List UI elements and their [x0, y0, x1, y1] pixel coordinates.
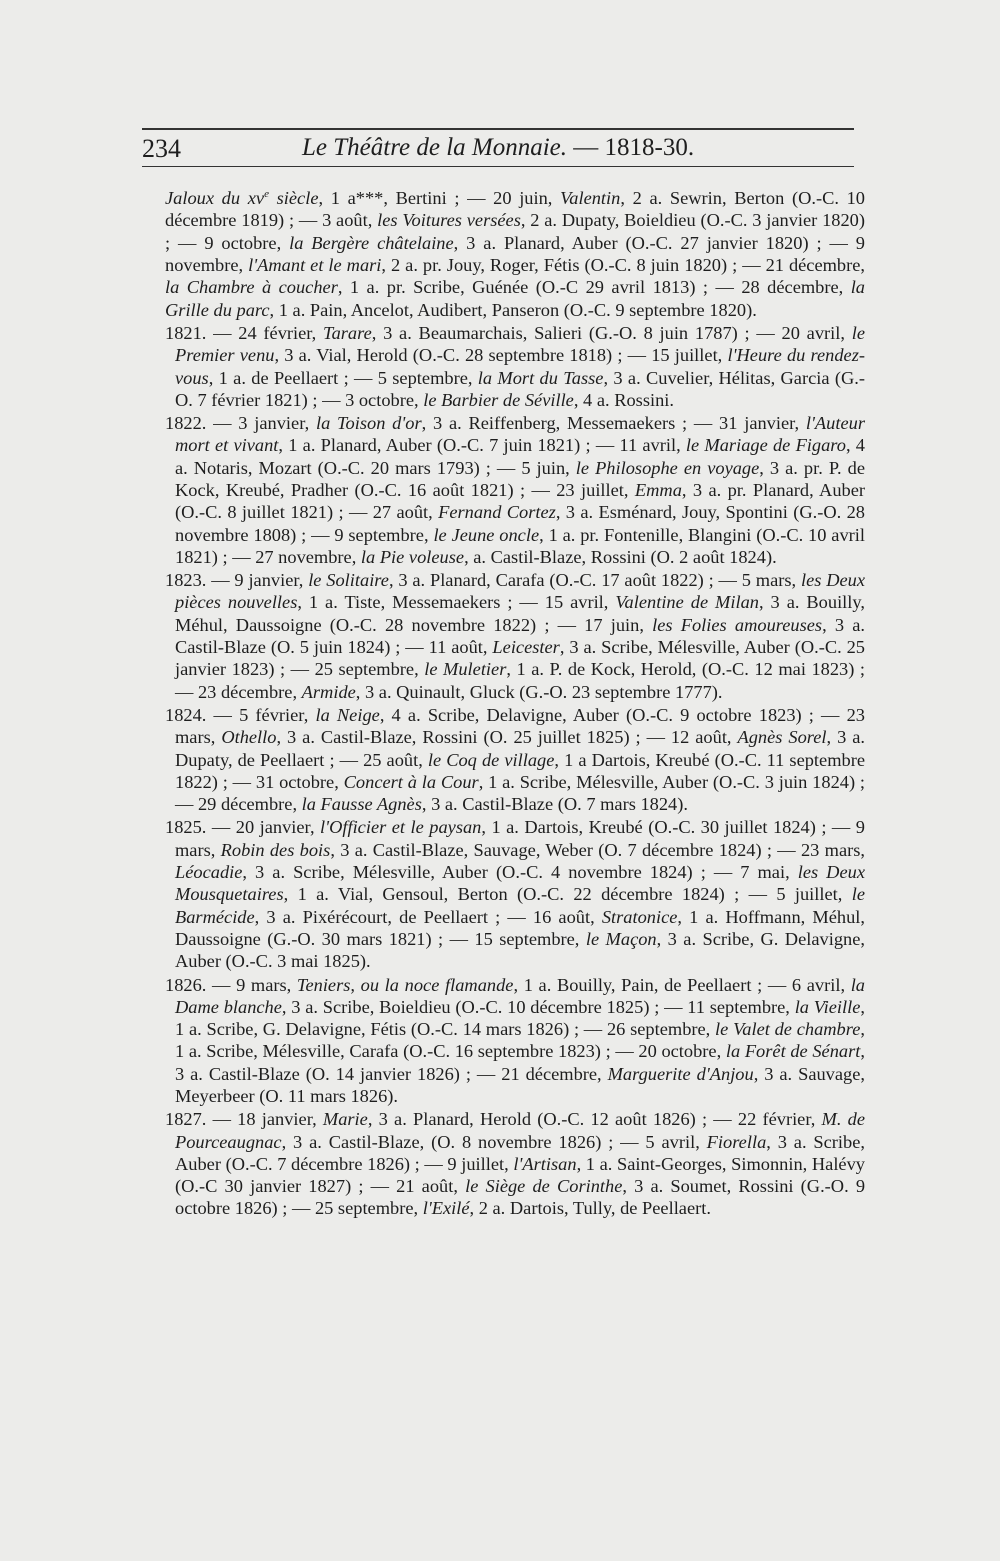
entry-text: , 1 a. Scribe, Mélesville, Carafa (O.-C. 16 septembre 1823) ; — 20 octobre, [175, 1019, 865, 1062]
work-title: Concert à la Cour [343, 771, 479, 792]
entry-text: , 1 a. Vial, Gensoul, Berton (O.-C. 22 décembre 1824) ; — 5 juillet, [283, 884, 852, 905]
entry-text: — 5 février, [206, 704, 316, 725]
work-title: la Vieille [794, 996, 861, 1017]
work-title: Marguerite d'Anjou [607, 1063, 754, 1084]
entry-year: 1821. [165, 322, 207, 343]
entry-text: , 1 a. Planard, Auber (O.-C. 7 juin 1821) ; — 11 avril, [278, 435, 686, 456]
work-title: le Mariage de Figaro [685, 435, 846, 456]
entry-text: , 2 a. Dartois, Tully, de Peellaert. [469, 1198, 711, 1219]
work-title: les Deux Mousquetaires [175, 862, 865, 905]
entry-text: , 1 a. pr. Scribe, Guénée (O.-C 29 avril 1813) ; — 28 décembre, [337, 277, 851, 298]
entry-text: , 3 a. Castil-Blaze, (O. 8 novembre 1826) ; — 5 avril, [281, 1131, 707, 1152]
work-title: le Maçon [585, 928, 657, 949]
work-title: les Deux pièces nouvelles [175, 570, 866, 613]
year-entry [165, 322, 865, 411]
entry-text: , 1 a. Dartois, Kreubé (O.-C. 30 juillet 1824) ; — 9 mars, [175, 817, 865, 860]
work-title: e [264, 188, 269, 200]
entry-text: , 2 a. Sewrin, Berton (O.-C. 10 décembre 1819) ; — 3 août, [165, 188, 865, 231]
work-title: Teniers, ou la noce flamande [296, 974, 514, 995]
page-number: 234 [142, 134, 181, 163]
work-title: Armide [301, 681, 356, 702]
entry-year: 1826. [165, 974, 207, 995]
work-title: Robin des bois [220, 839, 331, 860]
entry-text: , 3 a. Scribe, Mélesville, Auber (O.-C. 25 janvier 1823) ; — 25 septembre, [175, 637, 866, 680]
entry-text: , 1 a. Hoffmann, Méhul, Daussoigne (G.-O. 30 mars 1821) ; — 15 septembre, [175, 906, 865, 949]
work-title: le Premier venu [175, 322, 865, 366]
year-entry [165, 974, 865, 1108]
entry-text: — 18 janvier, [206, 1109, 323, 1130]
entry-text: , 3 a. Quinault, Gluck (G.-O. 23 septembre 1777). [355, 681, 723, 702]
work-title: la Neige [315, 704, 380, 725]
work-title: le Solitaire [308, 570, 389, 591]
work-title: Léocadie [175, 862, 243, 883]
entry-text: , 1 a. Saint-Georges, Simonnin, Halévy (O.-C 30 janvier 1827) ; — 21 août, [175, 1153, 865, 1197]
work-title: l'Heure du rendez-vous [175, 345, 865, 388]
entry-text: , a. Castil-Blaze, Rossini (O. 2 août 1824). [464, 546, 777, 567]
year-entry [165, 412, 865, 568]
entry-text: , 3 a. Sauvage, Meyerbeer (O. 11 mars 1826). [175, 1063, 865, 1106]
entry-text: , 1 a. Tiste, Messemaekers ; — 15 avril, [297, 592, 616, 613]
work-title: l'Officier et le paysan [320, 817, 482, 838]
entry-text: , 3 a. Reiffenberg, Messemaekers ; — 31 janvier, [421, 413, 806, 434]
entry-text: , 2 a. Dupaty, Boieldieu (O.-C. 3 janvier 1820) ; — 9 octobre, [165, 210, 866, 253]
entry-year: 1827. [165, 1109, 207, 1130]
work-title: l'Exilé [422, 1198, 470, 1219]
entry-text: , 3 a. Planard, Carafa (O.-C. 17 août 1822) ; — 5 mars, [388, 570, 801, 591]
entry-text: — 3 janvier, [206, 413, 316, 434]
entry-text: , 3 a. Cuvelier, Hélitas, Garcia (G.-O. 7 février 1821) ; — 3 octobre, [175, 367, 865, 410]
year-entry [165, 569, 865, 703]
work-title: le Barbier de Séville [423, 389, 574, 410]
entry-text: , 3 a. Scribe, Boieldieu (O.-C. 10 décembre 1825) ; — 11 septembre, [281, 996, 795, 1017]
work-title: l'Amant et le mari [248, 255, 382, 276]
entry-text: , 3 a. Castil-Blaze, Sauvage, Weber (O. 7 décembre 1824) ; — 23 mars, [330, 839, 866, 860]
entry-text: — 9 mars, [206, 974, 297, 995]
entry-text: , 4 a. Rossini. [573, 389, 674, 410]
entry-text: , 4 a. Scribe, Delavigne, Auber (O.-C. 9 octobre 1823) ; — 23 mars, [175, 704, 865, 748]
work-title: M. de Pourceaugnac [175, 1109, 866, 1152]
work-title: le Barmécide [175, 884, 865, 927]
work-title: la Forêt de Sénart [725, 1041, 861, 1062]
entry-year: 1824. [165, 704, 207, 725]
entry-text: , 3 a. Bouilly, Méhul, Daussoigne (O.-C. 28 novembre 1822) ; — 17 juin, [175, 592, 866, 635]
work-title: siècle [268, 188, 319, 209]
work-title: le Jeune oncle [433, 524, 540, 545]
work-title: le Philosophe en voyage [575, 457, 760, 478]
entry-text: , 3 a. Castil-Blaze (O. 14 janvier 1826) ; — 21 décembre, [175, 1041, 865, 1084]
entry-text: , 3 a. Castil-Blaze (O. 5 juin 1824) ; — 11 août, [175, 614, 865, 658]
entry-text: — 20 janvier, [206, 817, 321, 838]
entry-year: 1825. [165, 817, 207, 838]
year-entry [165, 1108, 865, 1219]
work-title: l'Auteur mort et vivant [175, 413, 865, 456]
work-title: Tarare [323, 322, 372, 343]
running-title-text: Le Théâtre de la Monnaie. [302, 134, 568, 161]
entry-text: , 1 a. Scribe, Mélesville, Auber (O.-C. 3 juin 1824) ; — 29 décembre, [175, 771, 866, 815]
work-title: la Chambre à coucher [165, 277, 338, 298]
work-title: la Fausse Agnès [301, 794, 422, 815]
work-title: Othello [221, 727, 277, 748]
work-title: Emma [634, 479, 682, 500]
header-rule-bottom [142, 166, 854, 167]
entry-text: , 3 a. Scribe, Auber (O.-C. 7 décembre 1826) ; — 9 juillet, [175, 1131, 865, 1174]
work-title: Stratonice [601, 906, 678, 927]
work-title: la Mort du Tasse [477, 367, 604, 388]
work-title: le Muletier [424, 659, 507, 680]
entry-text: , 3 a. Soumet, Rossini (G.-O. 9 octobre 1826) ; — 25 septembre, [175, 1176, 866, 1219]
work-title: Fernand Cortez [438, 502, 556, 523]
work-title: Jaloux du xv [165, 188, 265, 209]
entry-text: , 3 a. pr. Planard, Auber (O.-C. 8 juillet 1821) ; — 27 août, [175, 479, 865, 523]
entry-text: , 4 a. Notaris, Mozart (O.-C. 20 mars 1793) ; — 5 juin, [175, 435, 865, 478]
work-title: la Pie voleuse [360, 546, 465, 567]
entry-text: , 3 a. pr. P. de Kock, Kreubé, Pradher (O.-C. 16 août 1821) ; — 23 juillet, [175, 457, 865, 500]
entry-text: , 1 a. Scribe, G. Delavigne, Fétis (O.-C. 14 mars 1826) ; — 26 septembre, [175, 996, 866, 1040]
work-title: Valentin [560, 188, 621, 209]
entry-text: , 1 a***, Bertini ; — 20 juin, [318, 188, 561, 209]
work-title: les Voitures versées [377, 210, 521, 231]
work-title: la Toison d'or [315, 413, 422, 434]
entry-text: , 3 a. Scribe, Mélesville, Auber (O.-C. 4 novembre 1824) ; — 7 mai, [242, 862, 798, 883]
work-title: le Siège de Corinthe [465, 1176, 623, 1197]
work-title: Leicester [492, 637, 560, 658]
work-title: la Grille du parc [165, 277, 865, 320]
entry-text: — 9 janvier, [206, 570, 309, 591]
work-title: l'Artisan [513, 1153, 577, 1174]
running-title [302, 134, 694, 162]
entry-text: , 3 a. Dupaty, de Peellaert ; — 25 août, [175, 727, 866, 770]
entry-text: , 3 a. Planard, Auber (O.-C. 27 janvier 1820) ; — 9 novembre, [165, 232, 865, 276]
chronology-text [165, 183, 865, 1221]
work-title: le Coq de village [427, 749, 555, 770]
work-title: la Dame blanche [175, 974, 865, 1017]
work-title: Fiorella [706, 1131, 767, 1152]
entry-text: , 2 a. pr. Jouy, Roger, Fétis (O.-C. 8 juin 1820) ; — 21 décembre, [381, 255, 866, 276]
entry-text: — 24 février, [206, 322, 324, 343]
entry-text: , 3 a. Esménard, Jouy, Spontini (G.-O. 28 novembre 1808) ; — 9 septembre, [175, 502, 865, 545]
entry-text: , 1 a. de Peellaert ; — 5 septembre, [208, 367, 478, 388]
entry-text: , 3 a. Castil-Blaze (O. 7 mars 1824). [421, 794, 688, 815]
work-title: le Valet de chambre [715, 1019, 861, 1040]
entry-text: , 1 a. Bouilly, Pain, de Peellaert ; — 6 avril, [513, 974, 851, 995]
entry-text: , 1 a. pr. Fontenille, Blangini (O.-C. 10 avril 1821) ; — 27 novembre, [175, 524, 866, 567]
continued-entry [165, 183, 865, 321]
entry-text: , 1 a. Pain, Ancelot, Audibert, Panseron (O.-C. 9 septembre 1820). [269, 299, 757, 320]
work-title: les Folies amoureuses [652, 614, 823, 635]
work-title: Agnès Sorel [737, 727, 827, 748]
entry-text: , 1 a. P. de Kock, Herold, (O.-C. 12 mai 1823) ; — 23 décembre, [175, 659, 866, 702]
running-header [142, 130, 854, 164]
entry-text: , 3 a. Pixérécourt, de Peellaert ; — 16 août, [254, 906, 602, 927]
year-entry [165, 704, 865, 815]
work-title: Valentine de Milan [615, 592, 759, 613]
entry-year: 1822. [165, 413, 207, 434]
work-title: la Bergère châtelaine [289, 232, 454, 253]
year-entry [165, 816, 865, 972]
entry-text: , 3 a. Planard, Herold (O.-C. 12 août 1826) ; — 22 février, [367, 1109, 822, 1130]
work-title: Marie [322, 1109, 368, 1130]
running-title-dates: — 1818-30. [567, 134, 695, 161]
entry-text: , 3 a. Vial, Herold (O.-C. 28 septembre 1818) ; — 15 juillet, [274, 345, 728, 366]
entry-text: , 3 a. Castil-Blaze, Rossini (O. 25 juillet 1825) ; — 12 août, [276, 727, 738, 748]
entry-text: , 1 a Dartois, Kreubé (O.-C. 11 septembre 1822) ; — 31 octobre, [175, 749, 865, 792]
entry-year: 1823. [165, 570, 207, 591]
entry-text: , 3 a. Beaumarchais, Salieri (G.-O. 8 juin 1787) ; — 20 avril, [371, 322, 852, 343]
entry-text: , 3 a. Scribe, G. Delavigne, Auber (O.-C. 3 mai 1825). [175, 928, 865, 972]
